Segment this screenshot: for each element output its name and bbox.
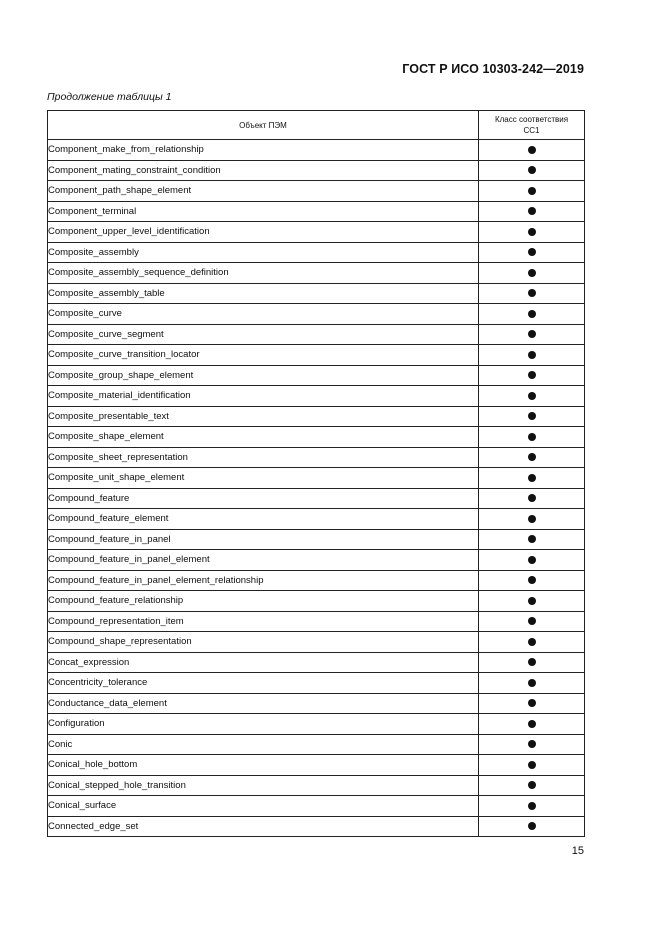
cc1-cell xyxy=(479,160,585,181)
table-row xyxy=(48,591,585,612)
bullet-mark-icon xyxy=(528,228,536,236)
column-header-object: Объект ПЭМ xyxy=(48,111,479,140)
cc1-cell xyxy=(479,734,585,755)
table-row xyxy=(48,529,585,550)
bullet-mark-icon xyxy=(528,392,536,400)
entity-name-cell: Component_mating_constraint_condition xyxy=(48,160,479,181)
table-row xyxy=(48,734,585,755)
entity-name-cell: Compound_feature_in_panel_element_relationship xyxy=(48,570,479,591)
bullet-mark-icon xyxy=(528,576,536,584)
bullet-mark-icon xyxy=(528,535,536,543)
cc1-cell xyxy=(479,775,585,796)
cc1-cell xyxy=(479,201,585,222)
table-row xyxy=(48,222,585,243)
table-row xyxy=(48,181,585,202)
column-header-cc1-label: CC1 xyxy=(523,126,540,135)
table-row xyxy=(48,755,585,776)
cc1-cell xyxy=(479,222,585,243)
bullet-mark-icon xyxy=(528,761,536,769)
cc1-cell xyxy=(479,263,585,284)
entity-name-cell: Component_upper_level_identification xyxy=(48,222,479,243)
entity-name-cell: Composite_unit_shape_element xyxy=(48,468,479,489)
table-row xyxy=(48,509,585,530)
cc1-cell xyxy=(479,468,585,489)
entity-name-cell: Compound_feature_in_panel_element xyxy=(48,550,479,571)
table-row xyxy=(48,570,585,591)
bullet-mark-icon xyxy=(528,269,536,277)
entity-name-cell: Composite_assembly xyxy=(48,242,479,263)
cc1-cell xyxy=(479,140,585,161)
entity-name-cell: Conical_hole_bottom xyxy=(48,755,479,776)
table-header-row xyxy=(48,111,585,140)
entity-name-cell: Composite_shape_element xyxy=(48,427,479,448)
cc1-cell xyxy=(479,324,585,345)
cc1-cell xyxy=(479,406,585,427)
cc1-cell xyxy=(479,570,585,591)
entity-name-cell: Connected_edge_set xyxy=(48,816,479,837)
entity-name-cell: Composite_presentable_text xyxy=(48,406,479,427)
entity-name-cell: Compound_shape_representation xyxy=(48,632,479,653)
bullet-mark-icon xyxy=(528,617,536,625)
column-header-class xyxy=(479,111,585,140)
table-row xyxy=(48,632,585,653)
table-row xyxy=(48,324,585,345)
table-row xyxy=(48,283,585,304)
cc1-cell xyxy=(479,345,585,366)
cc1-cell xyxy=(479,755,585,776)
bullet-mark-icon xyxy=(528,412,536,420)
bullet-mark-icon xyxy=(528,494,536,502)
cc1-cell xyxy=(479,427,585,448)
table-row xyxy=(48,447,585,468)
entity-name-cell: Composite_assembly_table xyxy=(48,283,479,304)
entity-name-cell: Component_make_from_relationship xyxy=(48,140,479,161)
cc1-cell xyxy=(479,611,585,632)
entity-name-cell: Composite_material_identification xyxy=(48,386,479,407)
entity-name-cell: Composite_curve_segment xyxy=(48,324,479,345)
bullet-mark-icon xyxy=(528,433,536,441)
bullet-mark-icon xyxy=(528,330,536,338)
cc1-cell xyxy=(479,714,585,735)
bullet-mark-icon xyxy=(528,720,536,728)
bullet-mark-icon xyxy=(528,207,536,215)
cc1-cell xyxy=(479,652,585,673)
cc1-cell xyxy=(479,673,585,694)
table-row xyxy=(48,550,585,571)
cc1-cell xyxy=(479,529,585,550)
entity-name-cell: Component_terminal xyxy=(48,201,479,222)
bullet-mark-icon xyxy=(528,187,536,195)
entity-name-cell: Conical_stepped_hole_transition xyxy=(48,775,479,796)
cc1-cell xyxy=(479,632,585,653)
entity-name-cell: Conic xyxy=(48,734,479,755)
table-row xyxy=(48,488,585,509)
table-row xyxy=(48,611,585,632)
table-row xyxy=(48,345,585,366)
table-row xyxy=(48,263,585,284)
bullet-mark-icon xyxy=(528,699,536,707)
cc1-cell xyxy=(479,365,585,386)
cc1-cell xyxy=(479,242,585,263)
entity-name-cell: Compound_feature_element xyxy=(48,509,479,530)
bullet-mark-icon xyxy=(528,146,536,154)
table-caption: Продолжение таблицы 1 xyxy=(47,91,172,103)
bullet-mark-icon xyxy=(528,802,536,810)
entity-name-cell: Compound_feature_relationship xyxy=(48,591,479,612)
table-row xyxy=(48,160,585,181)
entity-name-cell: Conical_surface xyxy=(48,796,479,817)
page-number: 15 xyxy=(571,845,584,857)
table-row xyxy=(48,775,585,796)
table-row xyxy=(48,673,585,694)
cc1-cell xyxy=(479,181,585,202)
bullet-mark-icon xyxy=(528,556,536,564)
entity-name-cell: Concentricity_tolerance xyxy=(48,673,479,694)
bullet-mark-icon xyxy=(528,371,536,379)
entity-name-cell: Compound_representation_item xyxy=(48,611,479,632)
cc1-cell xyxy=(479,509,585,530)
table-row xyxy=(48,468,585,489)
table-row xyxy=(48,693,585,714)
table-row xyxy=(48,140,585,161)
bullet-mark-icon xyxy=(528,248,536,256)
table-row xyxy=(48,714,585,735)
cc1-cell xyxy=(479,283,585,304)
bullet-mark-icon xyxy=(528,351,536,359)
entity-name-cell: Configuration xyxy=(48,714,479,735)
entity-name-cell: Compound_feature xyxy=(48,488,479,509)
table-row xyxy=(48,365,585,386)
table-row xyxy=(48,652,585,673)
cc1-cell xyxy=(479,816,585,837)
table-row xyxy=(48,386,585,407)
bullet-mark-icon xyxy=(528,166,536,174)
bullet-mark-icon xyxy=(528,822,536,830)
bullet-mark-icon xyxy=(528,474,536,482)
bullet-mark-icon xyxy=(528,658,536,666)
table-row xyxy=(48,816,585,837)
bullet-mark-icon xyxy=(528,740,536,748)
entity-name-cell: Concat_expression xyxy=(48,652,479,673)
entity-name-cell: Composite_sheet_representation xyxy=(48,447,479,468)
table-row xyxy=(48,796,585,817)
bullet-mark-icon xyxy=(528,638,536,646)
table-row xyxy=(48,242,585,263)
column-header-class-label: Класс соответствия xyxy=(494,115,569,124)
bullet-mark-icon xyxy=(528,781,536,789)
entity-name-cell: Compound_feature_in_panel xyxy=(48,529,479,550)
entity-name-cell: Composite_group_shape_element xyxy=(48,365,479,386)
table-row xyxy=(48,406,585,427)
entity-name-cell: Component_path_shape_element xyxy=(48,181,479,202)
bullet-mark-icon xyxy=(528,679,536,687)
cc1-cell xyxy=(479,304,585,325)
table-row xyxy=(48,304,585,325)
cc1-cell xyxy=(479,550,585,571)
bullet-mark-icon xyxy=(528,515,536,523)
bullet-mark-icon xyxy=(528,453,536,461)
entity-name-cell: Conductance_data_element xyxy=(48,693,479,714)
entity-name-cell: Composite_curve_transition_locator xyxy=(48,345,479,366)
document-id-header: ГОСТ Р ИСО 10303-242—2019 xyxy=(402,62,584,76)
cc1-cell xyxy=(479,796,585,817)
bullet-mark-icon xyxy=(528,289,536,297)
table-row xyxy=(48,427,585,448)
entity-name-cell: Composite_curve xyxy=(48,304,479,325)
cc1-cell xyxy=(479,386,585,407)
bullet-mark-icon xyxy=(528,310,536,318)
conformance-table xyxy=(47,110,585,837)
bullet-mark-icon xyxy=(528,597,536,605)
cc1-cell xyxy=(479,447,585,468)
table-row xyxy=(48,201,585,222)
entity-name-cell: Composite_assembly_sequence_definition xyxy=(48,263,479,284)
cc1-cell xyxy=(479,488,585,509)
cc1-cell xyxy=(479,591,585,612)
cc1-cell xyxy=(479,693,585,714)
